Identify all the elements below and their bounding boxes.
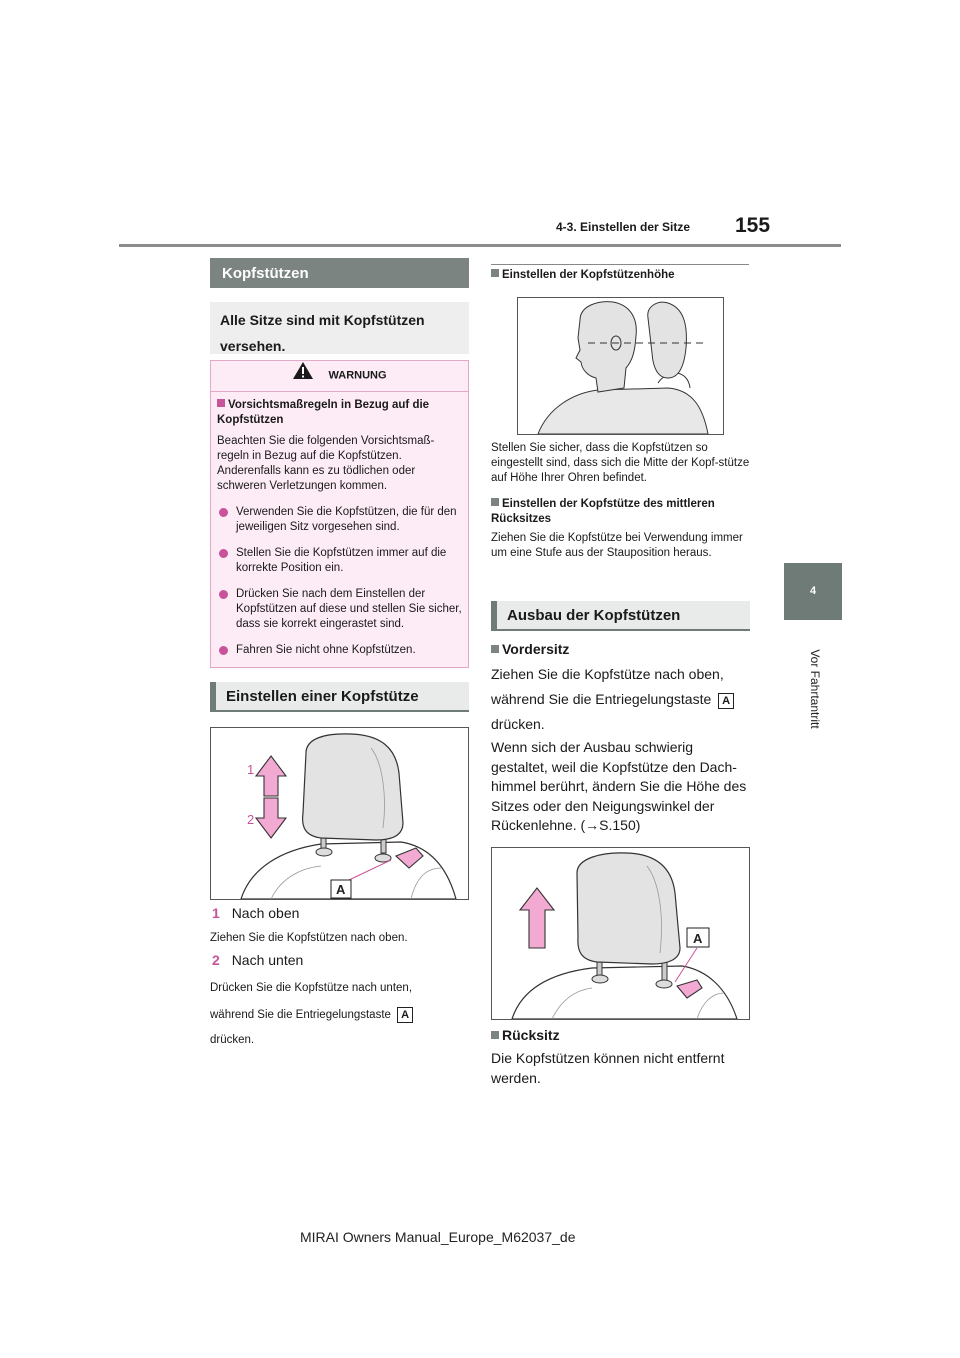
front-text3: drücken. bbox=[491, 716, 545, 732]
label-a: A bbox=[397, 1007, 413, 1023]
step2-text2: während Sie die Entriegelungstaste bbox=[210, 1009, 391, 1021]
step2-text3: drücken. bbox=[210, 1034, 255, 1046]
front-text2: während Sie die Entriegelungstaste bbox=[491, 691, 712, 707]
step2-number: 2 bbox=[212, 952, 220, 968]
rear-title: Rücksitz bbox=[502, 1027, 560, 1043]
warning-triangle-icon bbox=[292, 361, 314, 390]
rear-text: Die Kopfstützen können nicht entfernt werden. bbox=[491, 1050, 725, 1086]
headrest-adjust-illustration bbox=[211, 728, 468, 899]
step1-row bbox=[212, 905, 299, 921]
section-title-text: Ausbau der Kopfstützen bbox=[507, 606, 681, 624]
square-bullet-icon bbox=[491, 498, 499, 506]
step2-text2-row bbox=[210, 1007, 413, 1023]
warning-bullet bbox=[217, 643, 462, 658]
rear-title-row bbox=[491, 1027, 560, 1043]
step1-text: Ziehen Sie die Kopfstützen nach oben. bbox=[210, 932, 408, 944]
page-number: 155 bbox=[735, 214, 771, 237]
warning-bullet-text: Stellen Sie die Kopfstützen immer auf die korrekte Position ein. bbox=[236, 547, 447, 574]
middle-title-row bbox=[491, 497, 751, 527]
warning-subtitle: Vorsichtsmaßregeln in Bezug auf die Kopfstützen bbox=[217, 399, 430, 426]
header-rule bbox=[119, 244, 841, 247]
figure-label-2: 2 bbox=[247, 812, 255, 827]
warning-text: Beachten Sie die folgenden Vorsichtsmaß-regeln in Bezug auf die Kopfstützen. Anderenfalls kann es zu tödlichen oder schweren Verletzungen kommen. bbox=[217, 435, 435, 492]
headrest-height-figure bbox=[517, 297, 724, 435]
front-text2-row bbox=[491, 691, 734, 709]
warning-bullet-text: Verwenden Sie die Kopfstützen, die für den jeweiligen Sitz vorgesehen sind. bbox=[236, 506, 457, 533]
intro-box bbox=[210, 302, 469, 354]
section-title-text: Einstellen einer Kopfstütze bbox=[226, 687, 419, 705]
middle-text: Ziehen Sie die Kopfstütze bei Verwendung immer um eine Stufe aus der Stauposition heraus. bbox=[491, 532, 743, 559]
step2-row bbox=[212, 952, 303, 968]
warning-title: WARNUNG bbox=[328, 369, 387, 382]
step1-number: 1 bbox=[212, 905, 220, 921]
headrest-removal-figure bbox=[491, 847, 750, 1020]
subsection-rule bbox=[491, 264, 749, 265]
height-title-row bbox=[491, 269, 675, 281]
middle-title: Einstellen der Kopfstütze des mittleren Rücksitzes bbox=[491, 498, 715, 525]
section-title-kopfstuetzen bbox=[210, 258, 469, 288]
height-title: Einstellen der Kopfstützenhöhe bbox=[502, 269, 675, 281]
headrest-height-illustration bbox=[518, 298, 723, 434]
step2-title: Nach unten bbox=[231, 952, 304, 968]
height-text: Stellen Sie sicher, dass die Kopfstützen so eingestellt sind, dass sich die Mitte der Kopf-stütze auf Höhe Ihrer Ohren befindet. bbox=[491, 442, 750, 484]
warning-bullet-text: Fahren Sie nicht ohne Kopfstützen. bbox=[236, 644, 416, 656]
headrest-adjust-figure bbox=[210, 727, 469, 900]
figure-label-a: A bbox=[336, 882, 346, 897]
square-bullet-icon bbox=[491, 645, 499, 653]
front-text4: Wenn sich der Ausbau schwierig gestaltet, weil die Kopfstütze den Dach-himmel berührt, ändern Sie die Höhe des Sitzes oder den Neigungswinkel der Rückenlehne. (→S.150) bbox=[491, 739, 747, 833]
step2-text1: Drücken Sie die Kopfstütze nach unten, bbox=[210, 982, 413, 994]
bullet-dot-icon bbox=[219, 508, 228, 517]
label-a: A bbox=[718, 693, 734, 709]
section-title-ausbau bbox=[491, 601, 750, 631]
front-text1: Ziehen Sie die Kopfstütze nach oben, bbox=[491, 666, 724, 682]
warning-box bbox=[210, 360, 469, 668]
chapter-header: 4-3. Einstellen der Sitze bbox=[556, 220, 691, 234]
bullet-dot-icon bbox=[219, 590, 228, 599]
warning-bullet-text: Drücken Sie nach dem Einstellen der Kopfstützen auf diese und stellen Sie sicher, dass sie korrekt eingerastet sind. bbox=[236, 588, 462, 630]
bullet-dot-icon bbox=[219, 549, 228, 558]
square-bullet-icon bbox=[217, 399, 225, 407]
warning-header bbox=[211, 361, 468, 392]
footer-text: MIRAI Owners Manual_Europe_M62037_de bbox=[300, 1229, 576, 1245]
section-title-einstellen bbox=[210, 682, 469, 712]
warning-bullet bbox=[217, 546, 462, 576]
intro-text: Alle Sitze sind mit Kopfstützen versehen. bbox=[220, 312, 425, 354]
square-bullet-icon bbox=[491, 1031, 499, 1039]
figure-label-1: 1 bbox=[247, 762, 255, 777]
bullet-dot-icon bbox=[219, 646, 228, 655]
front-title: Vordersitz bbox=[502, 641, 570, 657]
warning-bullet bbox=[217, 505, 462, 535]
front-title-row bbox=[491, 641, 569, 657]
square-bullet-icon bbox=[491, 269, 499, 277]
headrest-removal-illustration bbox=[492, 848, 749, 1019]
warning-subtitle-row bbox=[217, 398, 462, 428]
chapter-tab: 4 bbox=[784, 563, 842, 620]
step1-title: Nach oben bbox=[231, 905, 300, 921]
chapter-tab-label: Vor Fahrtantritt bbox=[808, 649, 822, 729]
figure-label-a: A bbox=[693, 931, 703, 946]
section-title-text: Kopfstützen bbox=[222, 264, 309, 282]
warning-bullet bbox=[217, 587, 462, 632]
